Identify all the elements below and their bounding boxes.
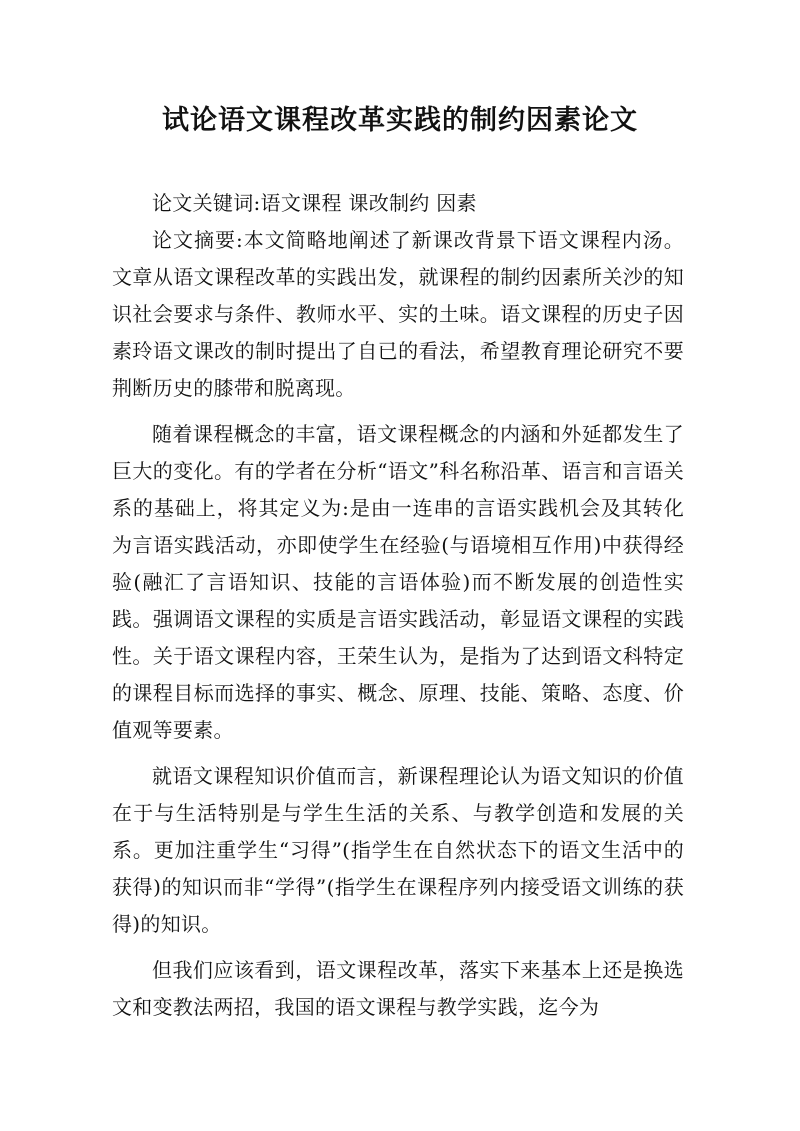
keywords-paragraph: 论文关键词:语文课程 课改制约 因素 <box>152 191 477 215</box>
body-paragraph: 但我们应该看到，语文课程改革，落实下来基本上还是换选文和变教法两招，我国的语文课程与教学实践，迄今为 <box>112 958 684 1019</box>
body-paragraph: 就语文课程知识价值而言，新课程理论认为语文知识的价值在于与生活特别是与学生生活的关系、与教学创造和发展的关系。更加注重学生“习得”(指学生在自然状态下的语文生活中的获得)的知识而非“学得”(指学生在课程序列内接受语文训练的获得)的知识。 <box>112 764 684 936</box>
body-paragraph: 随着课程概念的丰富，语文课程概念的内涵和外延都发生了巨大的变化。有的学者在分析“语文”科名称沿革、语言和言语关系的基础上，将其定义为:是由一连串的言语实践机会及其转化为言语实践活动，亦即使学生在经验(与语境相互作用)中获得经验(融汇了言语知识、技能的言语体验)而不断发展的创造性实践。强调语文课程的实质是言语实践活动，彰显语文课程的实践性。关于语文课程内容，王荣生认为，是指为了达到语文科特定的课程目标而选择的事实、概念、原理、技能、策略、态度、价值观等要素。 <box>112 422 684 742</box>
document-title: 试论语文课程改革实践的制约因素论文 <box>162 105 638 136</box>
document-body <box>112 185 684 1026</box>
abstract-paragraph: 论文摘要:本文简略地阐述了新课改背景下语文课程内汤。文章从语文课程改革的实践出发，就课程的制约因素所关沙的知识社会要求与条件、教师水平、实的土味。语文课程的历史子因素玲语文课改的制时提出了自已的看法，希望教育理论研究不要荆断历史的膝带和脱离现。 <box>112 228 684 400</box>
